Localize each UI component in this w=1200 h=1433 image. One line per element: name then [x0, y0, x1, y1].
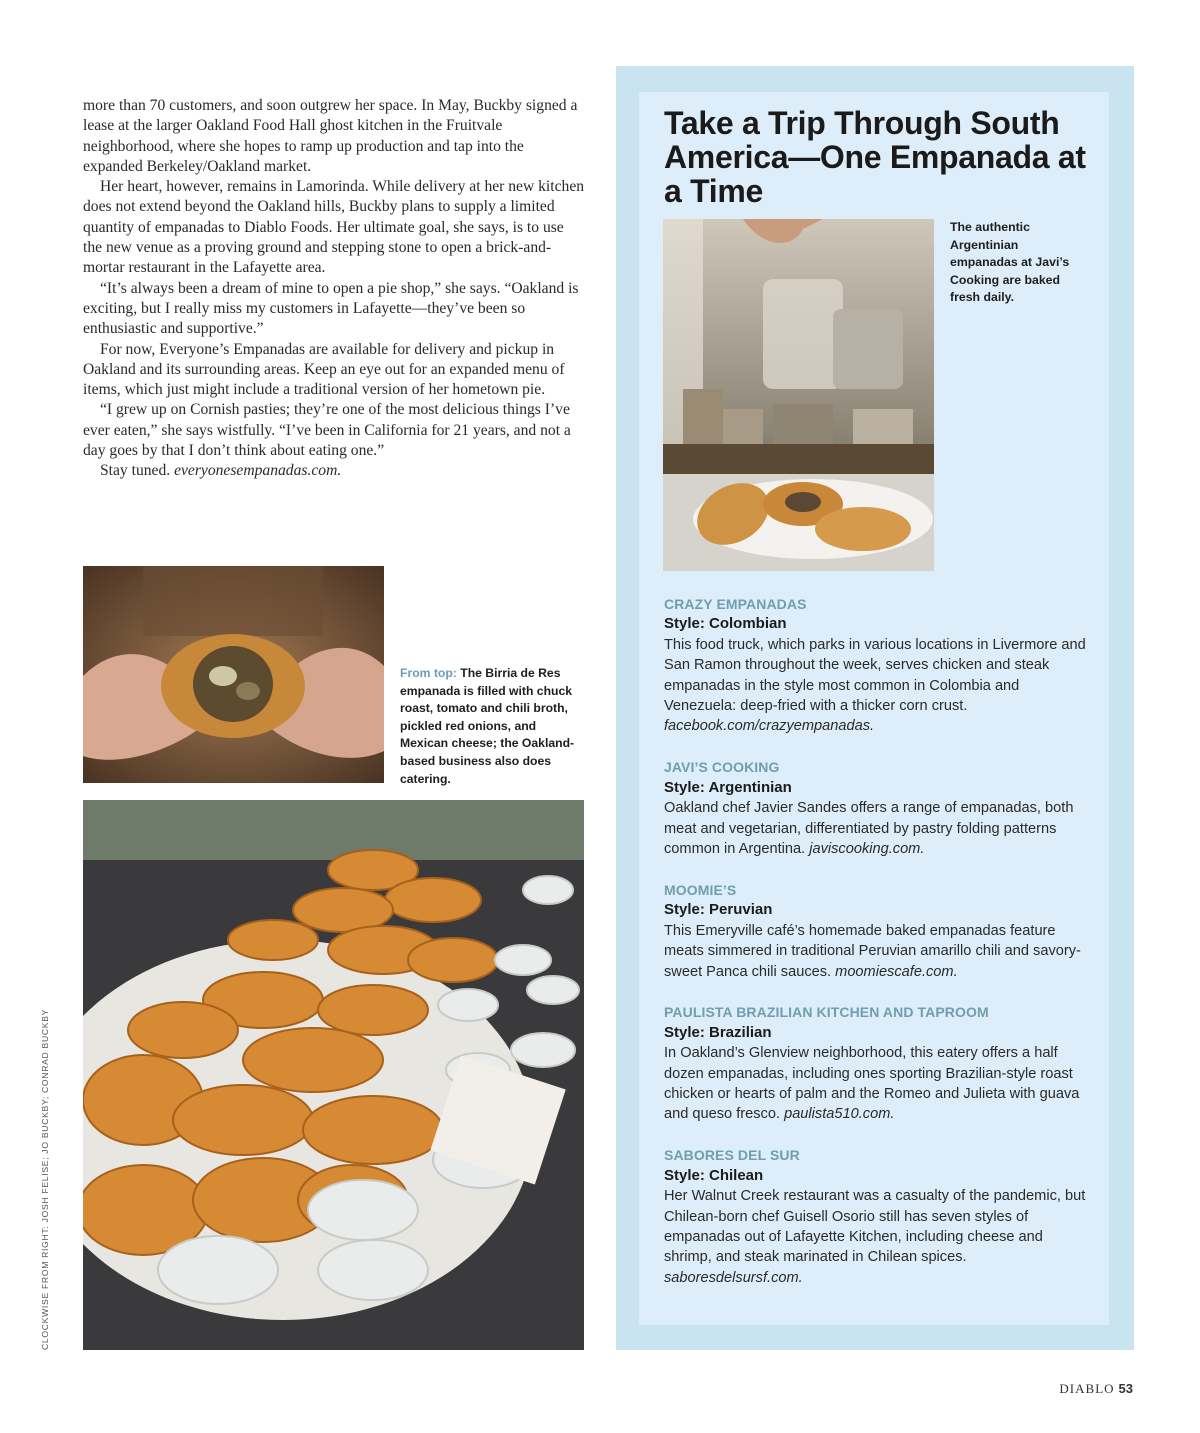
listing-url[interactable]: moomiescafe.com.: [835, 963, 958, 980]
listing-desc: [664, 798, 1094, 859]
listing-name: SABORES DEL SUR: [664, 1147, 800, 1164]
listing-desc-text: This food truck, which parks in various locations in Livermore and San Ramon throughout the week, serves chicken and steak empanadas in the style most common in Colombia and Venezuela: deep-fried with a thicker corn crust.: [664, 636, 1086, 715]
photo-caption: [400, 665, 582, 788]
listing-desc: [664, 635, 1094, 737]
article-paragraph: “It’s always been a dream of mine to open a pie shop,” she says. “Oakland is exciting, but I really miss my customers in Lafayette—they’ve been so enthusiastic and supportive.”: [83, 279, 579, 338]
listing-url[interactable]: javiscooking.com.: [809, 840, 925, 857]
listing-url[interactable]: saboresdelsursf.com.: [664, 1269, 803, 1286]
caption-text: The Birria de Res empanada is filled with chuck roast, tomato and chili broth, pickled red onions, and Mexican cheese; the Oakland-based business also does catering.: [400, 666, 575, 786]
listing-name: PAULISTA BRAZILIAN KITCHEN AND TAPROOM: [664, 1004, 989, 1021]
article-closing: [83, 461, 585, 481]
photo-credit: CLOCKWISE FROM RIGHT: JOSH FELISE; JO BUCKBY; CONRAD BUCKBY: [40, 1008, 50, 1350]
closing-text: Stay tuned.: [100, 462, 175, 480]
listing-desc: [664, 1186, 1094, 1288]
listing-url[interactable]: paulista510.com.: [784, 1106, 895, 1123]
listing-style: Style: Colombian: [664, 615, 787, 633]
listing-style: Style: Chilean: [664, 1166, 764, 1184]
listing-desc-text: Oakland chef Javier Sandes offers a range of empanadas, both meat and vegetarian, differentiated by pastry folding patterns common in Argentina.: [664, 800, 1074, 857]
listing-paulista: [664, 1002, 1094, 1124]
listing-sabores-del-sur: [664, 1145, 1094, 1288]
listing-name: CRAZY EMPANADAS: [664, 596, 807, 612]
listing-javis-cooking: [664, 757, 1094, 859]
sidebar-photo-caption: The authentic Argentinian empanadas at Javi’s Cooking are baked fresh daily.: [950, 220, 1070, 304]
listing-moomies: [664, 880, 1094, 982]
listing-style: Style: Argentinian: [664, 778, 792, 796]
restaurant-listings: [664, 594, 1094, 1309]
article-paragraph: “I grew up on Cornish pasties; they’re one of the most delicious things I’ve ever eaten,” she says wistfully. “I’ve been in California for 21 years, and not a day goes by that I don’t think about eating one.”: [83, 401, 571, 460]
listing-desc: [664, 1043, 1094, 1125]
listing-desc: [664, 921, 1094, 982]
listing-desc-text: Her Walnut Creek restaurant was a casualty of the pandemic, but Chilean-born chef Guisell Osorio still has seven styles of empanadas out of Lafayette Kitchen, including cheese and shrimp, and steak marinated in Chilean spices.: [664, 1188, 1086, 1266]
caption-lead: From top:: [400, 666, 461, 680]
article-paragraph: more than 70 customers, and soon outgrew her space. In May, Buckby signed a lease at the larger Oakland Food Hall ghost kitchen in the Fruitvale neighborhood, where she hopes to ramp up production and tap into the expanded Berkeley/Oakland market.: [83, 97, 578, 175]
listing-style: Style: Brazilian: [664, 1023, 772, 1041]
listing-desc-text: This Emeryville café’s homemade baked empanadas feature meats simmered in traditional Peruvian amarillo chili and savory-sweet Panca chili sauces.: [664, 922, 1081, 980]
magazine-name: DIABLO: [1059, 1381, 1115, 1396]
website-link[interactable]: everyonesempanadas.com.: [174, 462, 342, 480]
article-body: [83, 96, 585, 482]
birria-empanada-photo: [83, 566, 384, 783]
article-paragraph: For now, Everyone’s Empanadas are available for delivery and pickup in Oakland and its surrounding areas. Keep an eye out for an expanded menu of items, which just might include a traditional version of her hometown pie.: [83, 340, 565, 399]
listing-name: JAVI’S COOKING: [664, 759, 780, 776]
page-footer: [1059, 1381, 1133, 1397]
listing-url[interactable]: facebook.com/crazyempanadas.: [664, 718, 875, 735]
argentinian-empanadas-photo: [663, 219, 934, 571]
sidebar-title: Take a Trip Through South America—One Empanada at a Time: [664, 105, 1086, 209]
listing-style: Style: Peruvian: [664, 901, 773, 919]
listing-desc-text: In Oakland’s Glenview neighborhood, this eatery offers a half dozen empanadas, including ones sporting Brazilian-style roast chicken or hearts of palm and the Romeo and Julieta with guava and queso fresco.: [664, 1045, 1080, 1123]
article-paragraph: Her heart, however, remains in Lamorinda. While delivery at her new kitchen does not extend beyond the Oakland hills, Buckby plans to supply a limited quantity of empanadas to Diablo Foods. Her ultimate goal, she says, is to use the new venue as a proving ground and stepping stone to open a brick-and-mortar restaurant in the Lafayette area.: [83, 178, 585, 277]
page-number: 53: [1118, 1381, 1133, 1396]
listing-crazy-empanadas: [664, 594, 1094, 737]
catering-empanadas-photo: [83, 800, 584, 1350]
listing-name: MOOMIE’S: [664, 881, 737, 898]
